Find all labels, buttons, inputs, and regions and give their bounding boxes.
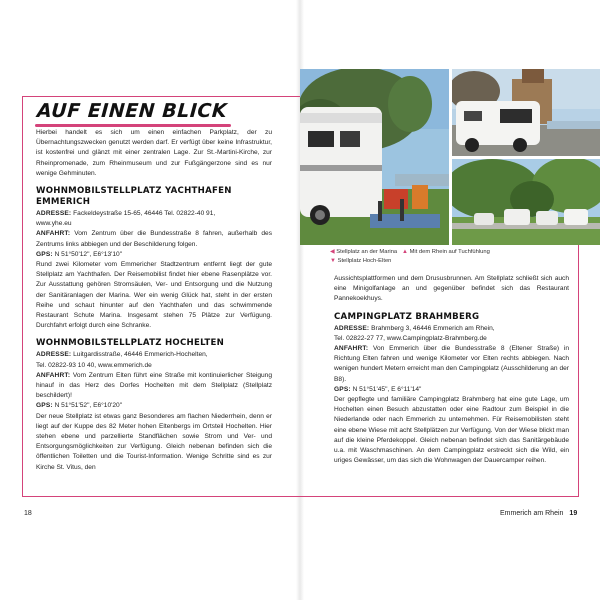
right-column (334, 274, 569, 469)
caption-hochelten: Stellplatz Hoch-Elten (337, 258, 392, 264)
address-line-2: Tel. 02822-93 10 40, www.emmerich.de (36, 361, 152, 369)
address-line (36, 209, 272, 219)
description-paragraph: Der neue Stellplatz ist etwas ganz Besonderes am flachen Niederrhein, denn er liegt auf der Kuppe des 82 Meter hohen Eltenbergs im Ortsteil Hochelten. Hier stehen ebene und parzellierte Standflächen sowie Strom und Ver- und Entsorgungsmöglichkeiten zur Verfügung. Gleich nebenan befinden sich die öffentlichen Toiletten und die Tourist-Information. Wenige Schritte sind es zur Kirche St. Vitus, den (36, 412, 272, 471)
heading-brahmberg: CAMPINGPLATZ BRAHMBERG (334, 311, 480, 322)
address-value: Luitgardisstraße, 46446 Emmerich-Hochelten, (73, 351, 208, 359)
caption-line-1 (330, 248, 580, 257)
frame-left-line (22, 96, 23, 496)
page-number-left: 18 (24, 510, 32, 517)
frame-top-line (22, 96, 300, 97)
approach-label: ANFAHRT: (36, 371, 71, 379)
gps-line (36, 401, 272, 411)
running-footer (500, 510, 577, 517)
address-label: ADRESSE: (334, 324, 370, 332)
address-label: ADRESSE: (36, 351, 72, 359)
approach-line (36, 229, 272, 249)
approach-label: ANFAHRT: (334, 345, 369, 353)
caption-rhine: Mit dem Rhein auf Tuchfühlung (409, 249, 490, 255)
left-column (36, 128, 272, 476)
description-paragraph: Rund zwei Kilometer vom Emmericher Stadtzentrum entfernt liegt der gute Stellplatz am Yachthafen. Der Reisemobilist findet hier ebene Rasenplätze vor. Zur Ausstattung gehören Stromsäulen, Ver- und Entsorgung und die Nutzung der Sanitäranlagen der Marina. Wer ein wenig Glück hat, steht in der ersten Reihe und schaut hinunter auf den Yachthafen und das schwimmende Restaurant Schute Marina. Insgesamt stehen 75 Plätze zur Verfügung. Durchfahrt erfolgt durch eine Schranke. (36, 261, 272, 330)
approach-value: Vom Zentrum über die Bundesstraße 8 fahren, außerhalb des Zentrums links abbiegen und der Beschilderung folgen. (36, 230, 272, 248)
page-number-right: 19 (569, 510, 578, 517)
intro-paragraph: Hierbei handelt es sich um einen einfachen Parkplatz, der zu Übernachtungszwecken genutzt werden darf. Er verfügt über keine Infrastruktur, ist kostenfrei und glänzt mit einer zentralen Lage. Zur St.-Martini-Kirche, zur Rheinpromenade, zum Rheinmuseum und zur Fußgängerzone sind es nur wenige Gehminuten. (36, 129, 272, 177)
arrow-down-icon: ▼ (330, 258, 336, 264)
heading-hochelten: WOHNMOBILSTELLPLATZ HOCHELTEN (36, 338, 225, 349)
gps-label: GPS: (334, 385, 351, 393)
heading-yachthafen: WOHNMOBILSTELLPLATZ YACHTHAFEN EMMERICH (36, 186, 232, 208)
approach-line (334, 344, 569, 385)
gps-value: N 51°51'52", E6°10'20" (54, 402, 123, 410)
gps-label: GPS: (36, 402, 53, 410)
gps-label: GPS: (36, 250, 53, 258)
approach-value: Von Emmerich über die Bundesstraße 8 (Eltener Straße) in Richtung Elten fahren und wenige Kilometer vor Elten rechts abbiegen. Nach wenigen hundert Metern erreicht man den Campingplatz (Ausschilderung an der B8). (334, 345, 569, 383)
description-paragraph: Der gepflegte und familiäre Campingplatz Brahmberg hat eine gute Lage, um Hochelten einen Besuch abzustatten oder eine Radtour zum Beispiel in die Niederlande oder nach Emmerich zu unternehmen. Für Reisemobilisten steht eine ebene Wiese mit acht Stellplätzen zur Verfügung. Von der Wiese blickt man auf die kleine Pferdekoppel. Gleich nebenan befindet sich das Sanitärgebäude u.a. mit Waschmaschinen. An dem Campingplatz erstreckt sich die Wild, ein uriges Gewässer, um das sich die Wohnwagen der Dauercamper reihen. (334, 396, 569, 465)
photo-captions (330, 248, 580, 266)
frame-right-line (578, 240, 579, 497)
address-line-2: www.yhe.eu (36, 220, 72, 228)
photo-marina (300, 69, 449, 245)
arrow-left-icon: ◀ (330, 249, 335, 255)
frame-bottom-line (22, 496, 578, 497)
gps-value: N 51°51'45", E 6°11'14" (352, 385, 422, 393)
photo-block (300, 69, 600, 245)
title-underline (35, 124, 231, 127)
gps-value: N 51°50'12", E6°13'10" (54, 250, 123, 258)
running-title: Emmerich am Rhein (500, 510, 564, 517)
address-line (334, 324, 569, 334)
approach-value: Vom Zentrum Elten führt eine Straße mit kontinuierlicher Steigung hinauf in das Herz des Dorfes Hochelten mit dem Stellplatz (Stellplatz beschildert)! (36, 371, 272, 400)
address-value: Fackeldeystraße 15-65, 46446 Tel. 02822-40 91, (73, 210, 216, 218)
photo-rhine (452, 69, 600, 156)
address-line-2: Tel. 02822-27 77, www.Campingplatz-Brahmberg.de (334, 334, 487, 342)
gps-line (334, 385, 569, 395)
approach-label: ANFAHRT: (36, 230, 71, 238)
address-value: Brahmberg 3, 46446 Emmerich am Rhein, (371, 324, 495, 332)
address-line (36, 350, 272, 360)
arrow-up-icon: ▲ (402, 249, 408, 255)
section-title: AUF EINEN BLICK (36, 100, 228, 122)
approach-line (36, 371, 272, 402)
continuation-paragraph: Aussichtsplattformen und dem Drususbrunnen. Am Stellplatz schließt sich auch eine Minigolfanlage an und gegenüber befindet sich das Restaurant Pannekoekhuys. (334, 275, 569, 303)
gps-line (36, 250, 272, 260)
caption-marina: Stellplatz an der Marina (336, 249, 398, 255)
caption-line-2 (330, 257, 580, 266)
address-label: ADRESSE: (36, 210, 72, 218)
photo-hochelten (452, 159, 600, 245)
